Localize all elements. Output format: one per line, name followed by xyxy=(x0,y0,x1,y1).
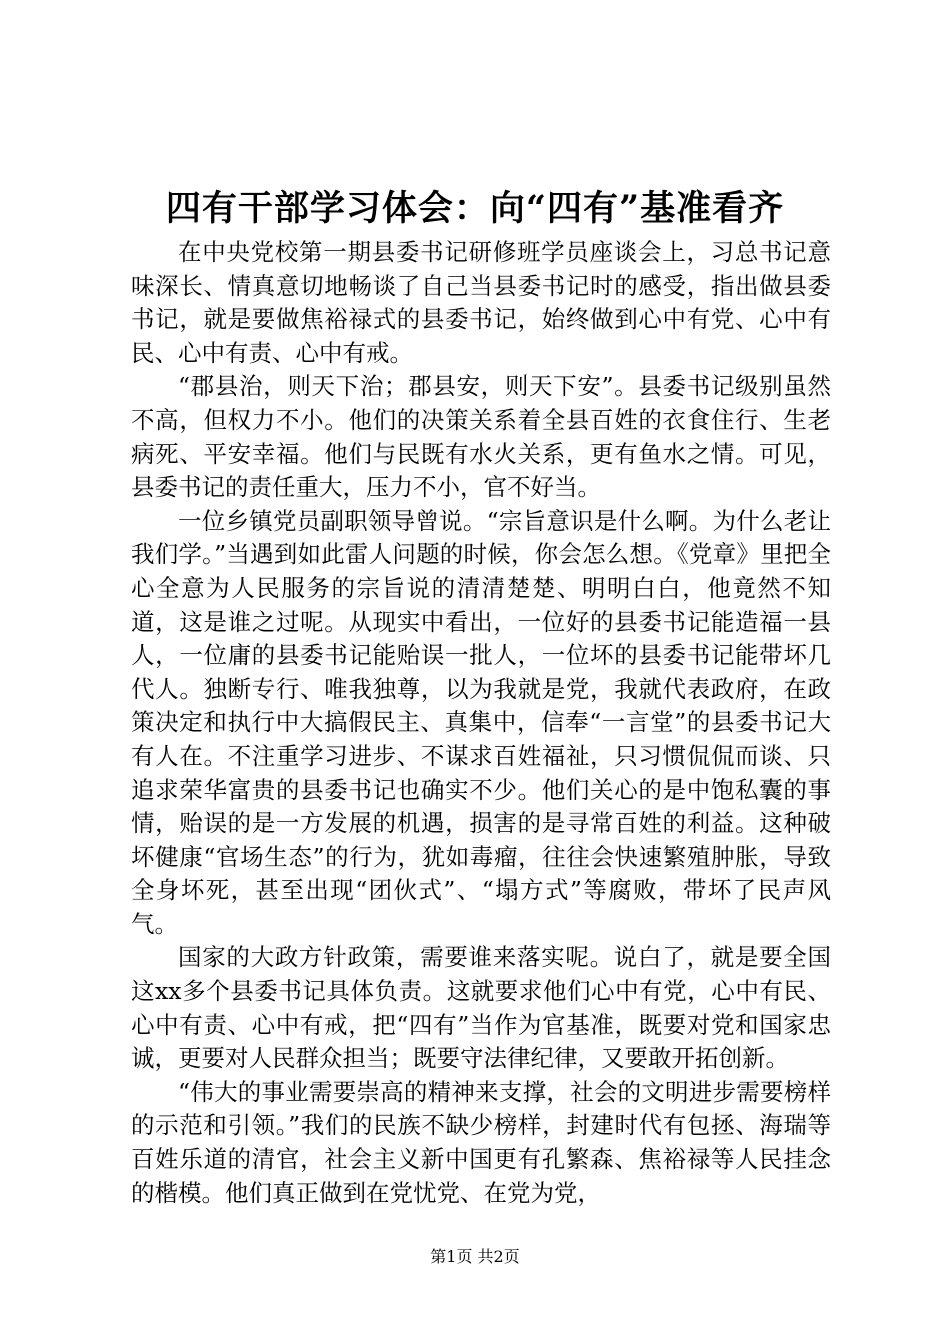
paragraph: 在中央党校第一期县委书记研修班学员座谈会上，习总书记意味深长、情真意切地畅谈了自己当县委书记时的感受，指出做县委书记，就是要做焦裕禄式的县委书记，始终做到心中有党、心中有民、心中有责、心中有戒。 xyxy=(131,238,831,367)
paragraph: “郡县治，则天下治；郡县安，则天下安”。县委书记级别虽然不高，但权力不小。他们的决策关系着全县百姓的衣食住行、生老病死、平安幸福。他们与民既有水火关系，更有鱼水之情。可见，县委书记的责任重大，压力不小，官不好当。 xyxy=(131,372,831,502)
paragraph: 一位乡镇党员副职领导曾说。“宗旨意识是什么啊。为什么老让我们学。”当遇到如此雷人问题的时候，你会怎么想。《党章》里把全心全意为人民服务的宗旨说的清清楚楚、明明白白，他竟然不知道，这是谁之过呢。从现实中看出，一位好的县委书记能造福一县人，一位庸的县委书记能贻误一批人，一位坏的县委书记能带坏几代人。独断专行、唯我独尊，以为我就是党，我就代表政府，在政策决定和执行中大搞假民主、真集中，信奉“一言堂”的县委书记大有人在。不注重学习进步、不谋求百姓福祉，只习惯侃侃而谈、只追求荣华富贵的县委书记也确实不少。他们关心的是中饱私囊的事情，贻误的是一方发展的机遇，损害的是寻常百姓的利益。这种破坏健康“官场生态”的行为，犹如毒瘤，往往会快速繁殖肿胀，导致全身坏死，甚至出现“团伙式”、“塌方式”等腐败，带坏了民声风气。 xyxy=(131,506,831,938)
paragraph: “伟大的事业需要崇高的精神来支撑，社会的文明进步需要榜样的示范和引领。”我们的民族不缺少榜样，封建时代有包拯、海瑞等百姓乐道的清官，社会主义新中国更有孔繁森、焦裕禄等人民挂念的楷模。他们真正做到在党忧党、在党为党， xyxy=(131,1077,831,1207)
document-title: 四有干部学习体会：向“四有”基准看齐 xyxy=(165,188,785,229)
page-footer: 第1页 共2页 xyxy=(430,1247,520,1266)
document-body xyxy=(131,236,831,1210)
paragraph: 国家的大政方针政策，需要谁来落实呢。说白了，就是要全国这xx多个县委书记具体负责。这就要求他们心中有党，心中有民、心中有责、心中有戒，把“四有”当作为官基准，既要对党和国家忠诚，更要对人民群众担当；既要守法律纪律，又要敢开拓创新。 xyxy=(131,943,831,1073)
